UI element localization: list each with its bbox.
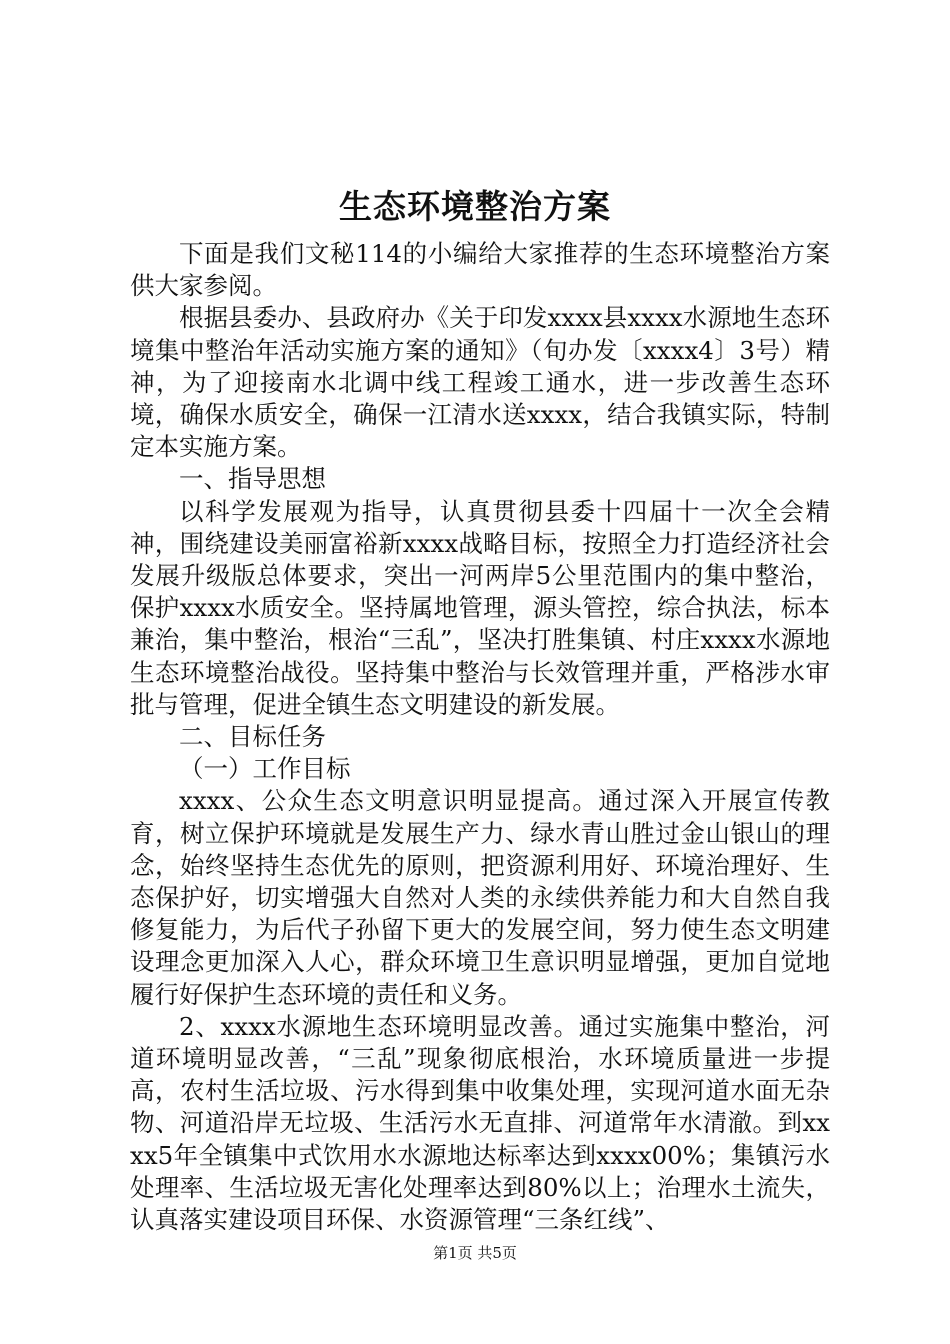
- background-paragraph: 根据县委办、县政府办《关于印发xxxx县xxxx水源地生态环境集中整治年活动实施方案的通知》（旬办发〔xxxx4〕3号）精神，为了迎接南水北调中线工程竣工通水，进一步改善生态环境，确保水质安全，确保一江清水送xxxx，结合我镇实际，特制定本实施方案。: [130, 303, 830, 462]
- guiding-ideology-paragraph: 以科学发展观为指导，认真贯彻县委十四届十一次全会精神，围绕建设美丽富裕新xxxx战略目标，按照全力打造经济社会发展升级版总体要求，突出一河两岸5公里范围内的集中整治，保护xxxx水质安全。坚持属地管理，源头管控，综合执法，标本兼治，集中整治，根治“三乱”，坚决打胜集镇、村庄xxxx水源地生态环境整治战役。坚持集中整治与长效管理并重，严格涉水审批与管理，促进全镇生态文明建设的新发展。: [130, 496, 830, 719]
- document-body: [130, 238, 830, 1236]
- section-heading-goals: 二、目标任务: [179, 722, 326, 752]
- document-title: 生态环境整治方案: [339, 187, 611, 226]
- section-heading-guiding-ideology: 一、指导思想: [179, 464, 326, 494]
- goal-2-paragraph: 2、xxxx水源地生态环境明显改善。通过实施集中整治，河道环境明显改善，“三乱”现象彻底根治，水环境质量进一步提高，农村生活垃圾、污水得到集中收集处理，实现河道水面无杂物、河道沿岸无垃圾、生活污水无直排、河道常年水清澈。到xxxx5年全镇集中式饮用水水源地达标率达到xxxx00%；集镇污水处理率、生活垃圾无害化处理率达到80%以上；治理水土流失，认真落实建设项目环保、水资源管理“三条红线”、: [130, 1011, 830, 1235]
- intro-paragraph: 下面是我们文秘114的小编给大家推荐的生态环境整治方案供大家参阅。: [130, 239, 830, 301]
- page-number-footer: 第1页 共5页: [433, 1244, 517, 1262]
- subsection-heading-work-goals: （一）工作目标: [179, 754, 351, 784]
- goal-1-paragraph: xxxx、公众生态文明意识明显提高。通过深入开展宣传教育，树立保护环境就是发展生产力、绿水青山胜过金山银山的理念，始终坚持生态优先的原则，把资源利用好、环境治理好、生态保护好，切实增强大自然对人类的永续供养能力和大自然自我修复能力，为后代子孙留下更大的发展空间，努力使生态文明建设理念更加深入人心，群众环境卫生意识明显增强，更加自觉地履行好保护生态环境的责任和义务。: [130, 786, 830, 1009]
